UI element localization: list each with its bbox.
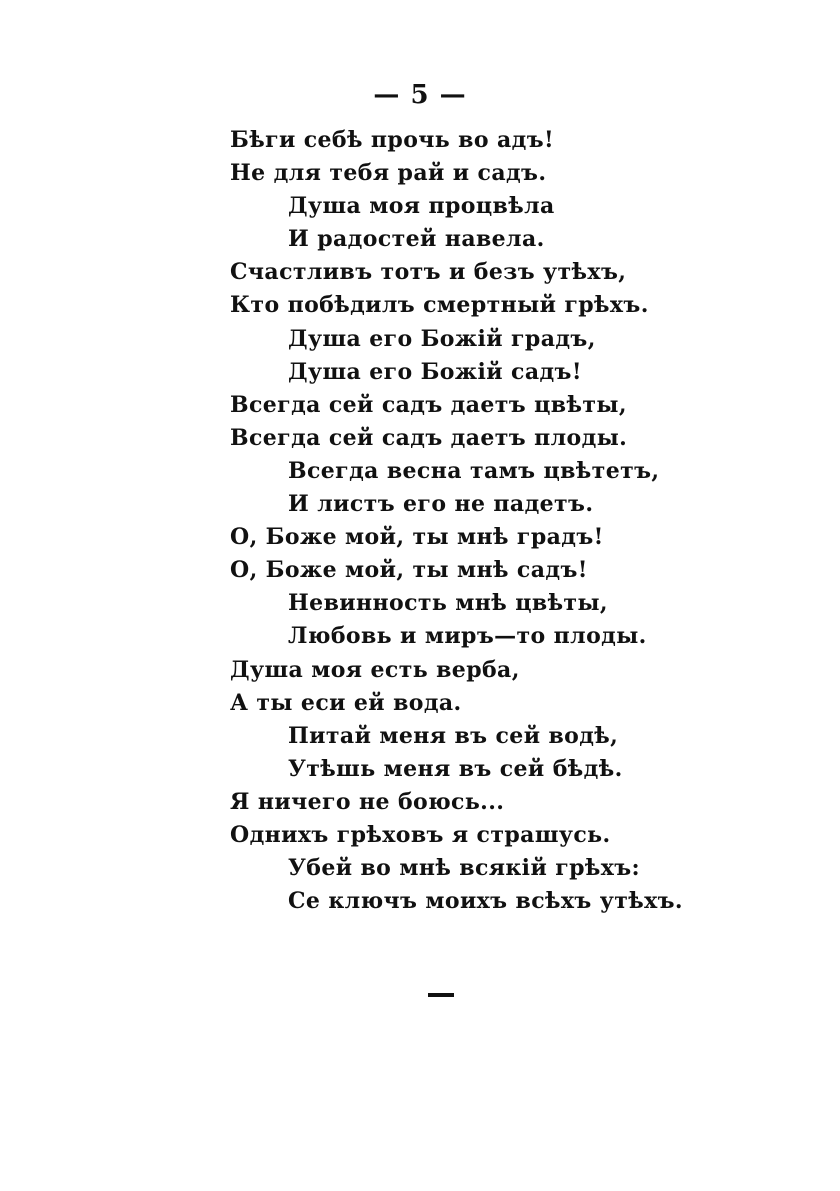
poem-line: Всегда весна тамъ цвѣтетъ,: [288, 457, 660, 484]
poem-line: Душа моя есть верба,: [230, 656, 520, 683]
poem-line: Всегда сей садъ даетъ плоды.: [230, 424, 628, 451]
poem-line: О, Боже мой, ты мнѣ садъ!: [230, 557, 588, 584]
poem-line: Невинность мнѣ цвѣты,: [288, 590, 608, 617]
poem-line: Душа моя процвѣла: [288, 193, 555, 220]
poem-line: Всегда сей садъ даетъ цвѣты,: [230, 391, 627, 418]
end-dash-divider: [428, 993, 454, 997]
poem-line: Бѣги себѣ прочь во адъ!: [230, 127, 555, 153]
poem-line: Питай меня въ сей водѣ,: [288, 722, 619, 749]
poem-line: И радостей навела.: [288, 226, 545, 253]
poem-line: О, Боже мой, ты мнѣ градъ!: [230, 524, 604, 551]
poem-line: Счастливъ тотъ и безъ утѣхъ,: [230, 259, 627, 286]
poem-line: А ты еси ей вода.: [230, 689, 462, 716]
poem-line: Не для тебя рай и садъ.: [230, 160, 547, 187]
poem-line: Убей во мнѣ всякій грѣхъ:: [288, 855, 641, 882]
poem-line: Душа его Божій садъ!: [288, 358, 582, 385]
poem-line: И листъ его не падетъ.: [288, 491, 594, 518]
poem-line: Се ключъ моихъ всѣхъ утѣхъ.: [288, 888, 683, 915]
page-number: — 5 —: [373, 80, 467, 110]
poem-text: [230, 124, 790, 918]
poem-line: Я ничего не боюсь...: [230, 788, 505, 815]
poem-line: Любовь и миръ—то плоды.: [288, 623, 647, 650]
poem-line: Кто побѣдилъ смертный грѣхъ.: [230, 292, 649, 319]
poem-line: Однихъ грѣховъ я страшусь.: [230, 821, 611, 848]
poem-line: Утѣшь меня въ сей бѣдѣ.: [288, 755, 623, 782]
poem-line: Душа его Божій градъ,: [288, 325, 596, 352]
